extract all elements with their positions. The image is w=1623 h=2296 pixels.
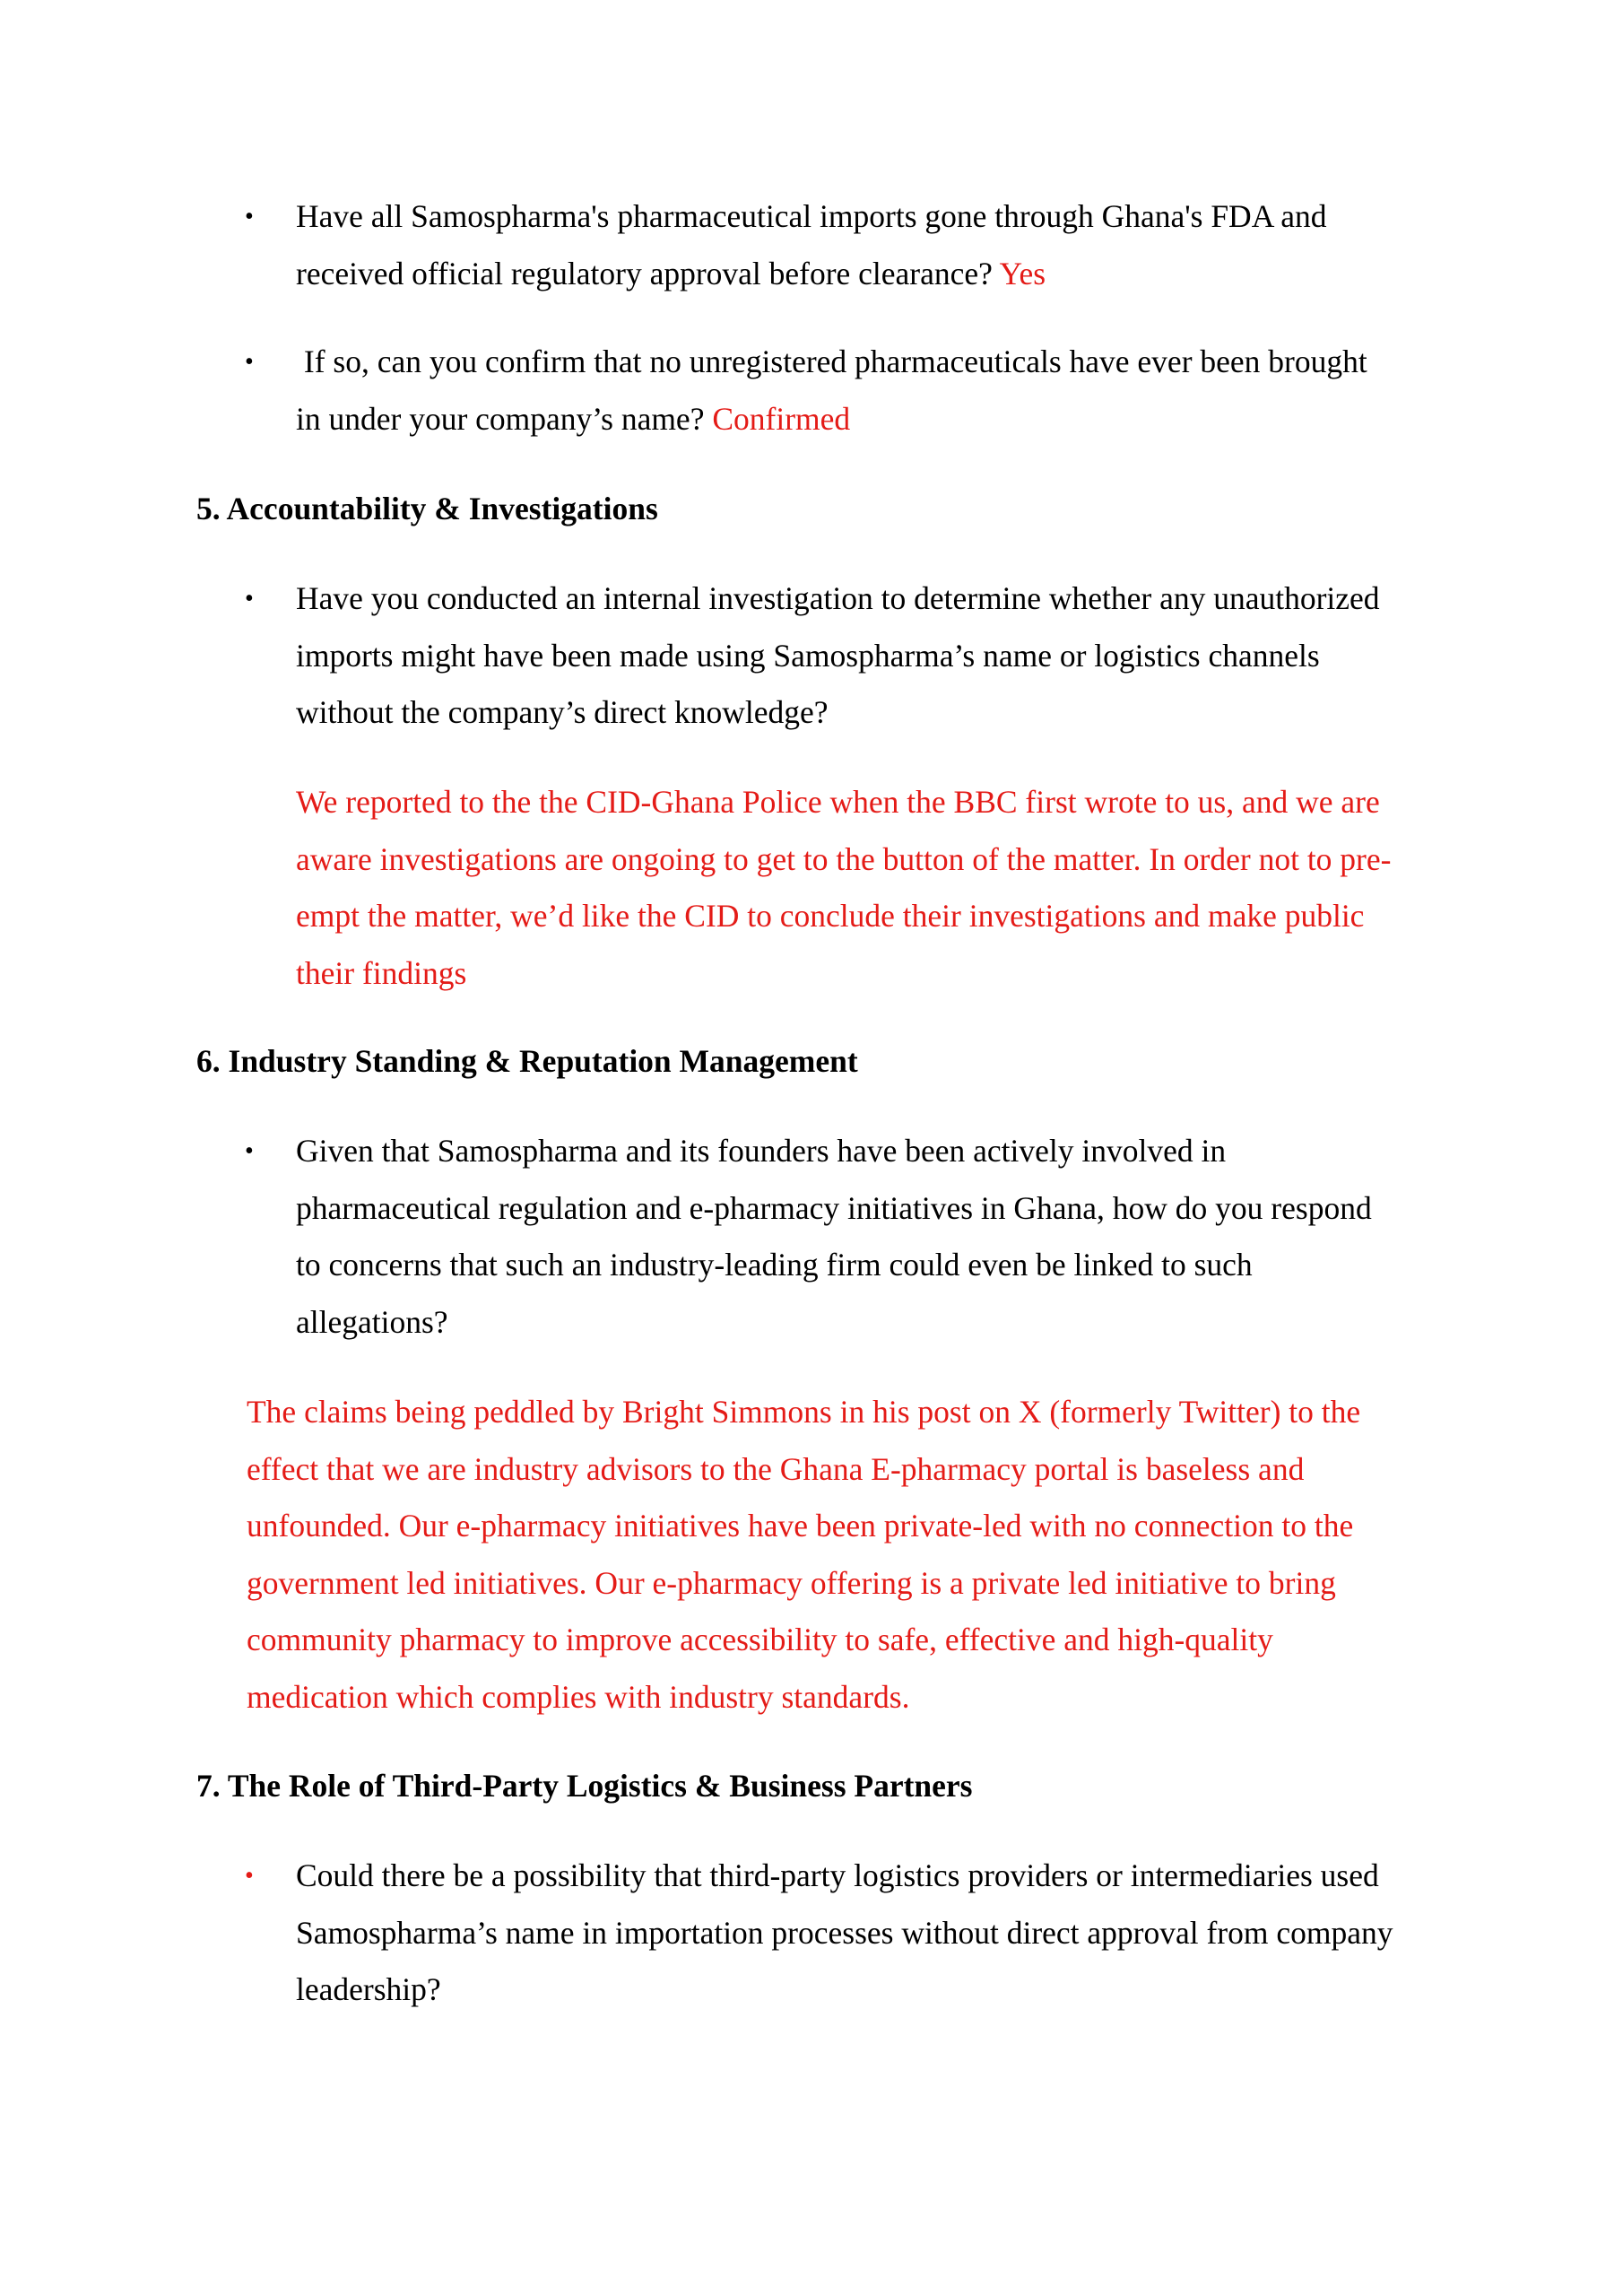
question-line: Could there be a possibility that third-party logistics providers or intermediaries used xyxy=(296,1857,1379,1893)
section-heading: 7. The Role of Third-Party Logistics & Business Partners xyxy=(196,1768,973,1804)
answer-line: empt the matter, we’d like the CID to conclude their investigations and make public xyxy=(296,898,1365,934)
question-line: to concerns that such an industry-leading firm could even be linked to such xyxy=(296,1247,1253,1283)
answer-line: their findings xyxy=(296,954,467,991)
answer-text: Yes xyxy=(999,255,1046,291)
question-line: imports might have been made using Samospharma’s name or logistics channels xyxy=(296,637,1320,674)
answer-paragraph xyxy=(247,1384,1502,1726)
answer-line: aware investigations are ongoing to get to the button of the matter. In order not to pre- xyxy=(296,840,1392,877)
bullet-icon: • xyxy=(245,1137,254,1165)
question-line: Have all Samospharma's pharmaceutical imports gone through Ghana's FDA and xyxy=(296,198,1327,234)
bullet-icon: • xyxy=(245,203,254,230)
list-item xyxy=(245,188,1462,302)
list-item xyxy=(245,570,1462,742)
question-line: allegations? xyxy=(296,1303,448,1340)
answer-line: medication which complies with industry standards. xyxy=(247,1678,910,1715)
question-line: received official regulatory approval before clearance? Yes xyxy=(296,255,1046,291)
list-item xyxy=(245,1123,1462,1351)
answer-line: We reported to the the CID-Ghana Police when the BBC first wrote to us, and we are xyxy=(296,784,1380,820)
question-line: without the company’s direct knowledge? xyxy=(296,694,829,730)
question-line: Samospharma’s name in importation processes without direct approval from company xyxy=(296,1914,1393,1951)
bullet-icon: • xyxy=(245,585,254,613)
answer-line: effect that we are industry advisors to the Ghana E-pharmacy portal is baseless and xyxy=(247,1450,1305,1487)
question-line: Have you conducted an internal investigation to determine whether any unauthorized xyxy=(296,580,1380,616)
bullet-icon: • xyxy=(245,348,254,376)
question-line: Given that Samospharma and its founders have been actively involved in xyxy=(296,1133,1227,1169)
answer-line: government led initiatives. Our e-pharmacy offering is a private led initiative to bring xyxy=(247,1564,1336,1601)
bullet-icon: • xyxy=(245,1862,254,1890)
question-line: pharmaceutical regulation and e-pharmacy initiatives in Ghana, how do you respond xyxy=(296,1189,1372,1226)
answer-line: The claims being peddled by Bright Simmons in his post on X (formerly Twitter) to the xyxy=(247,1394,1361,1430)
section-heading: 5. Accountability & Investigations xyxy=(196,491,658,526)
answer-paragraph xyxy=(296,774,1462,1002)
answer-line: unfounded. Our e-pharmacy initiatives have been private-led with no connection to the xyxy=(247,1508,1354,1544)
question-line: in under your company’s name? Confirmed xyxy=(296,400,851,437)
answer-text: Confirmed xyxy=(712,400,851,437)
question-line: leadership? xyxy=(296,1971,441,2007)
list-item xyxy=(245,334,1462,448)
list-item xyxy=(245,1848,1462,2019)
section-heading: 6. Industry Standing & Reputation Management xyxy=(196,1043,858,1079)
answer-line: community pharmacy to improve accessibility to safe, effective and high-quality xyxy=(247,1622,1273,1657)
question-line: If so, can you confirm that no unregistered pharmaceuticals have ever been brought xyxy=(296,344,1367,379)
